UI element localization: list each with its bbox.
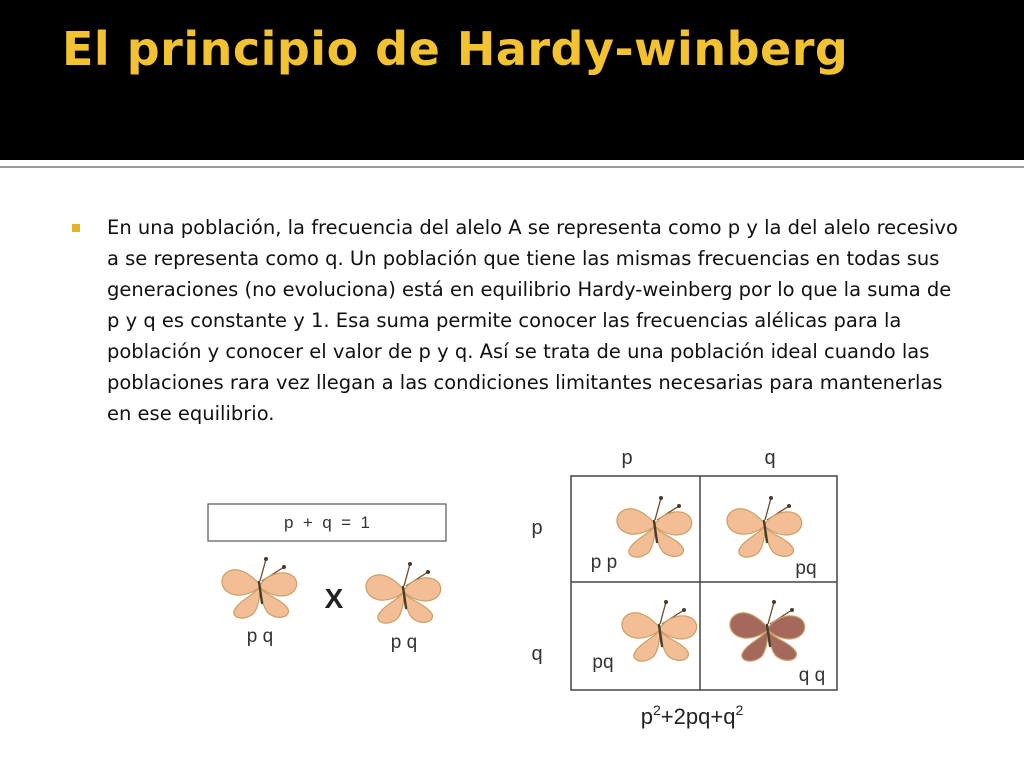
cell-genotype-pq: pq <box>795 558 817 579</box>
title-bar <box>0 0 1024 160</box>
parent1-genotype: p q <box>246 626 274 647</box>
col-header-q: q <box>764 447 776 469</box>
slide-content <box>0 168 1024 768</box>
butterfly-icon <box>366 562 441 623</box>
parent2-genotype: p q <box>390 632 418 653</box>
butterfly-icon <box>222 557 297 618</box>
cell-genotype-pq: pq <box>592 652 614 673</box>
col-header-p: p <box>621 447 633 469</box>
row-header-p: p <box>531 517 543 539</box>
slide-title: El principio de Hardy-winberg <box>62 22 849 76</box>
body-paragraph: En una población, la frecuencia del alelo A se representa como p y la del alelo recesivo a se representa como q. Un población que tiene las mismas frecuencias en todas sus generaciones (no evoluciona) está en equilibrio Hardy-weinberg por lo que la suma de p y q es constante y 1. Esa suma permite conocer las frecuencias alélicas para la población y conocer el valor de p y q. Así se trata de una población ideal cuando las poblaciones rara vez llegan a las condiciones limitantes necesarias para mantenerlas en ese equilibrio. <box>107 216 958 425</box>
hardy-weinberg-diagram <box>0 168 1024 768</box>
cross-symbol: X <box>324 583 344 614</box>
equation-text: p + q = 1 <box>283 513 371 532</box>
cell-genotype-qq: q q <box>798 665 826 686</box>
hardy-weinberg-formula: $p^2+2pq+q^2$ <box>640 702 744 729</box>
row-header-q: q <box>531 643 543 665</box>
cell-genotype-pp: p p <box>590 552 618 573</box>
